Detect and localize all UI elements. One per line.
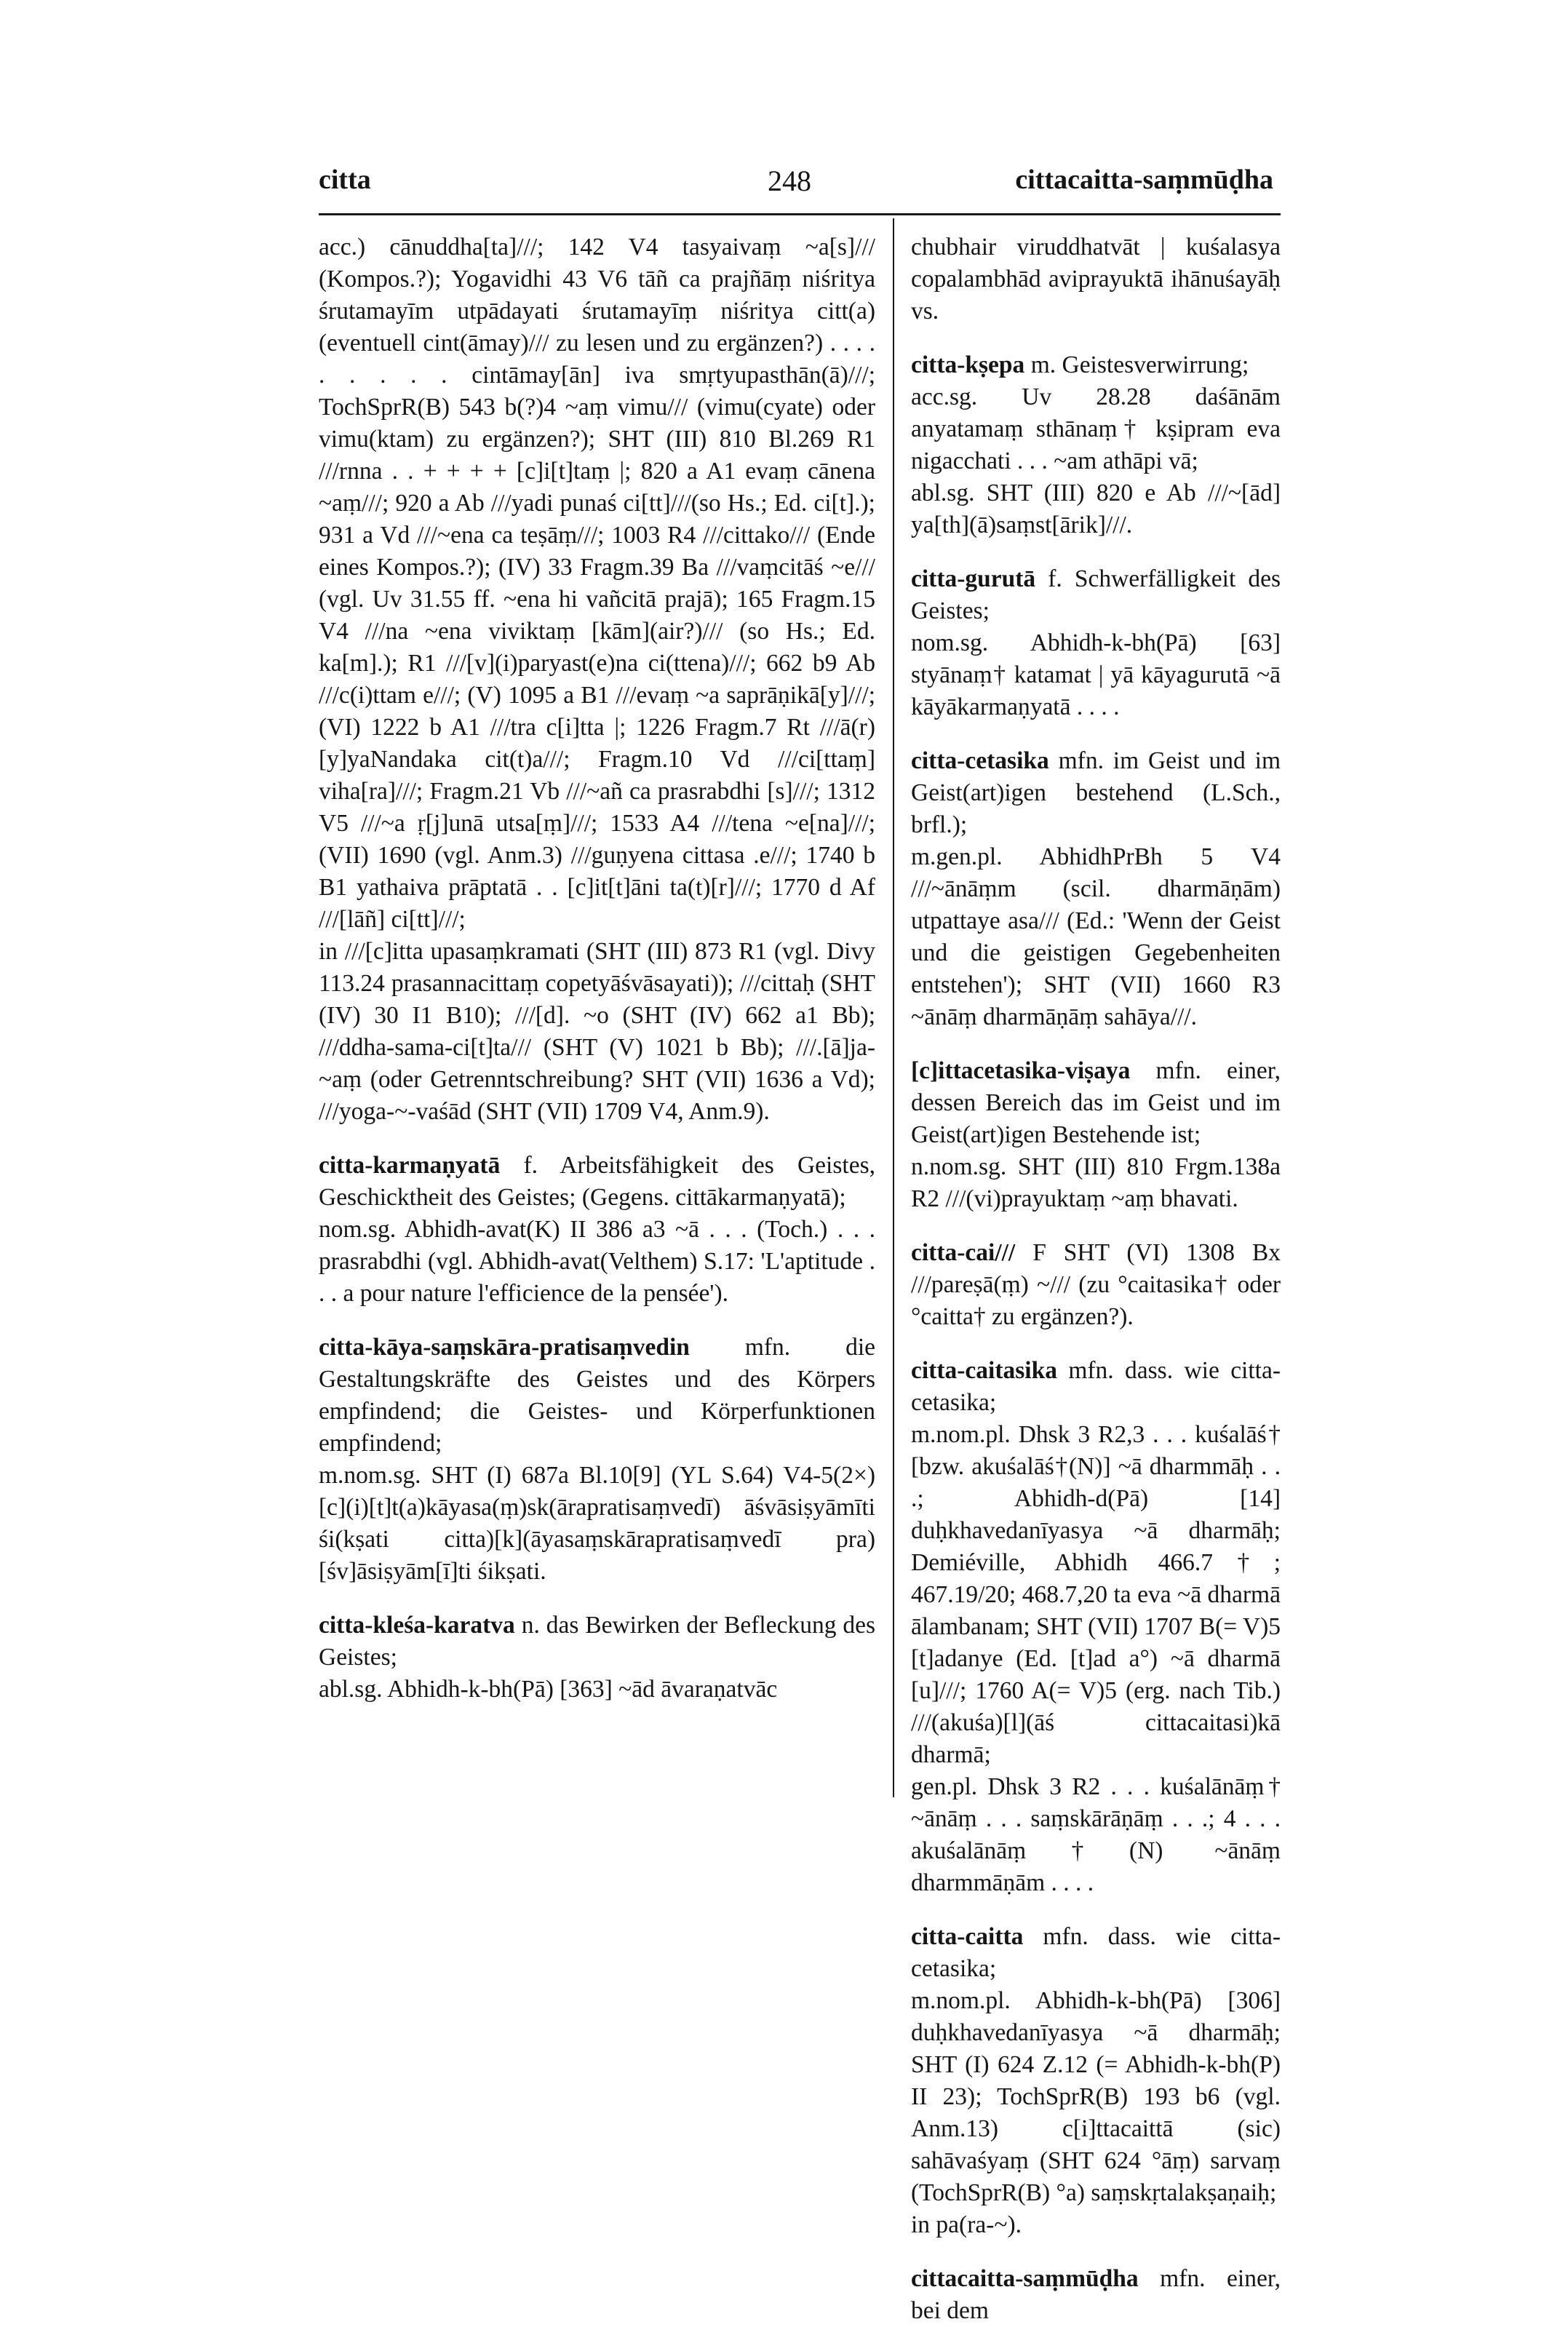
entry-sense: abl.sg. Abhidh-k-bh(Pā) [363] ~ād āvaraṇatvāc <box>319 1676 778 1703</box>
entry-lemma: citta-caitasika <box>911 1357 1057 1384</box>
entry-sense: in pa(ra-~). <box>911 2211 1022 2238</box>
entry-sense: m.gen.pl. AbhidhPrBh 5 V4 ///~ānāṃm (scil. dharmāṇām) utpattaye asa/// (Ed.: 'Wenn der Geist und die geistigen Gegebenheiten entstehen'); SHT (VII) 1660 R3 ~ānāṃ dharmāṇāṃ sahāya///. <box>911 843 1281 1030</box>
entry-lemma: citta-caitta <box>911 1923 1024 1950</box>
dictionary-entry <box>911 2263 1281 2327</box>
right-column <box>911 231 1281 2327</box>
entry-sense: nom.sg. Abhidh-avat(K) II 386 a3 ~ā . . . (Toch.) . . . prasrabdhi (vgl. Abhidh-avat(Velthem) S.17: 'L'aptitude . . . a pour nature l'efficience de la pensée'). <box>319 1216 875 1307</box>
header-rule <box>319 213 1281 215</box>
column-divider <box>893 218 894 1797</box>
dictionary-entry <box>911 1237 1281 1333</box>
running-head-left: citta <box>319 164 371 195</box>
dictionary-entry <box>911 349 1281 541</box>
entry-lemma: citta-karmaṇyatā <box>319 1152 501 1179</box>
entry-definition: f. Arbeitsfähigkeit des Geistes, Geschicktheit des Geistes; (Gegens. cittākarmaṇyatā); <box>319 1152 875 1211</box>
entry-lemma: citta-kleśa-karatva <box>319 1612 515 1639</box>
in-compounds-text: in ///[c]itta upasaṃkramati (SHT (III) 873 R1 (vgl. Divy 113.24 prasannacittaṃ copetyāśvāsayati)); ///cittaḥ (SHT (IV) 30 I1 B10); ///[d]. ~o (SHT (IV) 662 a1 Bb); ///ddha-sama-ci[t]ta/// (SHT (V) 1021 b Bb); ///.[ā]ja-~aṃ (oder Getrenntschreibung? SHT (VII) 1636 a Vd); ///yoga-~-vaśād (SHT (VII) 1709 V4, Anm.9). <box>319 938 875 1125</box>
dictionary-entry <box>911 745 1281 1033</box>
entry-sense: nom.sg. Abhidh-k-bh(Pā) [63] styānaṃ† katamat | yā kāyagurutā ~ā kāyākarmaṇyatā . . . . <box>911 629 1281 720</box>
dictionary-entry <box>319 1610 875 1706</box>
entry-sense: gen.pl. Dhsk 3 R2 . . . kuśalānāṃ† ~ānāṃ . . . saṃskārāṇāṃ . . .; 4 . . . akuśalānāṃ†(N) ~ānāṃ dharmmāṇām . . . . <box>911 1773 1281 1896</box>
dictionary-entry <box>911 1355 1281 1899</box>
entry-sense: n.nom.sg. SHT (III) 810 Frgm.138a R2 ///(vi)prayuktaṃ ~aṃ bhavati. <box>911 1153 1281 1212</box>
entry-sense: m.nom.pl. Dhsk 3 R2,3 . . . kuśalāś† [bzw. akuśalāś†(N)] ~ā dharmmāḥ . . .; Abhidh-d(Pā) [14] duḥkhavedanīyasya ~ā dharmāḥ; Demiéville, Abhidh 466.7†; 467.19/20; 468.7,20 ta eva ~ā dharmā ālambanam; SHT (VII) 1707 B(= V)5 [t]adanye (Ed. [t]ad a°) ~ā dharmā [u]///; 1760 A(= V)5 (erg. nach Tib.) ///(akuśa)[l](āś cittacaitasi)kā dharmā; <box>911 1421 1281 1768</box>
entry-sense: m.nom.pl. Abhidh-k-bh(Pā) [306] duḥkhavedanīyasya ~ā dharmāḥ; SHT (I) 624 Z.12 (= Abhidh-k-bh(P) II 23); TochSprR(B) 193 b6 (vgl. Anm.13) c[i]ttacaittā (sic) sahāvaśyaṃ (SHT 624 °āṃ) sarvaṃ (TochSprR(B) °a) saṃskṛtalakṣaṇaiḥ; <box>911 1987 1281 2206</box>
entry-sense: acc.sg. Uv 28.28 daśānām anyatamaṃ sthānaṃ† kṣipram eva nigacchati . . . ~am athāpi vā; <box>911 383 1281 474</box>
left-column <box>319 231 875 1706</box>
entry-lemma: citta-cetasika <box>911 747 1049 774</box>
entry-definition: mfn. einer, bei dem <box>911 2265 1281 2324</box>
dictionary-entry <box>319 1150 875 1310</box>
entry-definition: mfn. einer, dessen Bereich das im Geist und im Geist(art)igen Bestehende ist; <box>911 1057 1281 1148</box>
entry-definition: mfn. die Gestaltungskräfte des Geistes und des Körpers empfindend; die Geistes- und Körperfunktionen empfindend; <box>319 1334 875 1457</box>
dictionary-entry <box>911 1921 1281 2241</box>
entry-definition: mfn. im Geist und im Geist(art)igen bestehend (L.Sch., brfl.); <box>911 747 1281 838</box>
entry-definition: m. Geistesverwirrung; <box>1030 351 1249 378</box>
entry-lemma: citta-kṣepa <box>911 351 1025 378</box>
entry-lemma: citta-gurutā <box>911 565 1036 592</box>
page-number: 248 <box>768 164 811 197</box>
entry-lemma: citta-kāya-saṃskāra-pratisaṃvedin <box>319 1334 690 1361</box>
entry-sense: abl.sg. SHT (III) 820 e Ab ///~[ād] ya[th](ā)saṃst[ārik]///. <box>911 480 1281 538</box>
running-head-right: cittacaitta-saṃmūḍha <box>1015 164 1273 195</box>
entry-definition: f. Schwerfälligkeit des Geistes; <box>911 565 1281 624</box>
continued-text: chubhair viruddhatvāt | kuśalasya copalambhād aviprayuktā ihānuśayāḥ vs. <box>911 234 1281 325</box>
dictionary-entry <box>911 563 1281 723</box>
entry-definition: n. das Bewirken der Befleckung des Geistes; <box>319 1612 875 1671</box>
entry-lemma: [c]ittacetasika-viṣaya <box>911 1057 1131 1084</box>
entry-definition: F SHT (VI) 1308 Bx ///pareṣā(ṃ) ~/// (zu °caitasika† oder °caitta† zu ergänzen?). <box>911 1239 1281 1330</box>
entry-sense: m.nom.sg. SHT (I) 687a Bl.10[9] (YL S.64) V4-5(2×) [c](i)[t]t(a)kāyasa(ṃ)sk(ārapratisaṃvedī) āśvāsiṣyāmīti śi(kṣati citta)[k](āyasaṃskārapratisaṃvedī pra)[śv]āsiṣyām[ī]ti śikṣati. <box>319 1462 875 1585</box>
dictionary-entry <box>319 1332 875 1588</box>
continued-text: acc.) cānuddha[ta]///; 142 V4 tasyaivaṃ ~a[s]/// (Kompos.?); Yogavidhi 43 V6 tāñ ca prajñāṃ niśritya śrutamayīm utpādayati śrutamayīṃ niśritya citt(a) (eventuell cint(āmay)/// zu lesen und zu ergänzen?) . . . . . . . . . cintāmay[ān] iva smṛtyupasthān(ā)///; TochSprR(B) 543 b(?)4 ~aṃ vimu/// (vimu(cyate) oder vimu(ktam) zu ergänzen?); SHT (III) 810 Bl.269 R1 ///rnna . . + + + + [c]i[t]taṃ |; 820 a A1 evaṃ cānena ~aṃ///; 920 a Ab ///yadi punaś ci[tt]///(so Hs.; Ed. ci[t].); 931 a Vd ///~ena ca teṣāṃ///; 1003 R4 ///cittako/// (Ende eines Kompos.?); (IV) 33 Fragm.39 Ba ///vaṃcitāś ~e/// (vgl. Uv 31.55 ff. ~ena hi vañcitā prajā); 165 Fragm.15 V4 ///na ~ena viviktaṃ [kām](air?)/// (so Hs.; Ed. ka[m].); R1 ///[v](i)paryast(e)na ci(ttena)///; 662 b9 Ab ///c(i)ttam e///; (V) 1095 a B1 ///evaṃ ~a saprāṇikā[y]///; (VI) 1222 b A1 ///tra c[i]tta |; 1226 Fragm.7 Rt ///ā(r)[y]yaNandaka cit(t)a///; Fragm.10 Vd ///ci[ttaṃ] viha[ra]///; Fragm.21 Vb ///~añ ca prasrabdhi [s]///; 1312 V5 ///~a ṛ[j]unā utsa[ṃ]///; 1533 A4 ///tena ~e[na]///; (VII) 1690 (vgl. Anm.3) ///guṇyena cittasa .e///; 1740 b B1 yathaiva prāptatā . . [c]it[t]āni ta(t)[r]///; 1770 d Af ///[lāñ] ci[tt]///; <box>319 234 875 933</box>
entry-definition: mfn. dass. wie citta-cetasika; <box>911 1357 1281 1416</box>
entry-definition: mfn. dass. wie citta-cetasika; <box>911 1923 1281 1982</box>
dictionary-entry <box>911 1055 1281 1215</box>
entry-lemma: cittacaitta-saṃmūḍha <box>911 2265 1139 2292</box>
entry-lemma: citta-cai/// <box>911 1239 1016 1266</box>
